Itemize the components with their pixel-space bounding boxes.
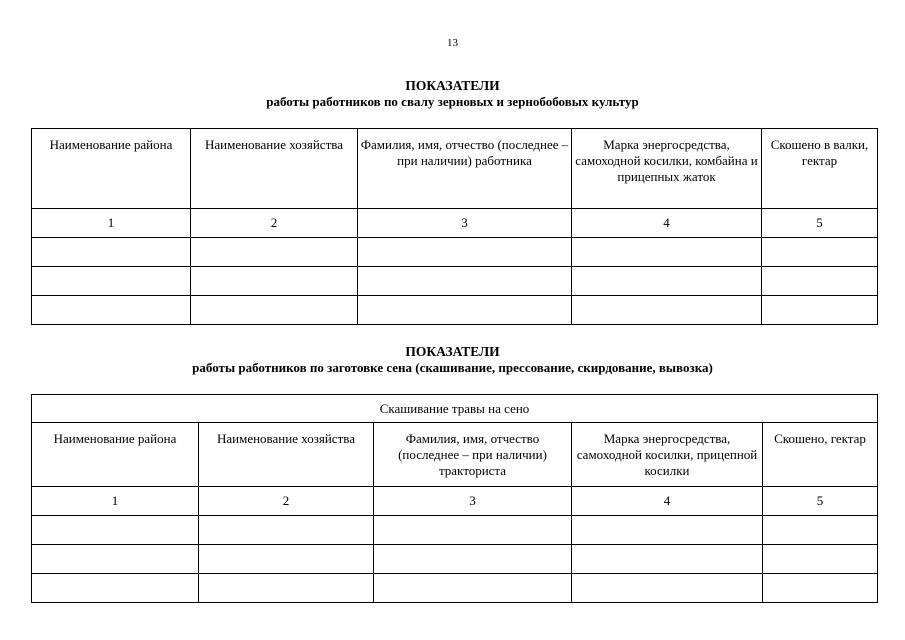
- table-cell: [762, 296, 878, 325]
- table-cell: [572, 296, 762, 325]
- table-cell: [762, 238, 878, 267]
- table-cell: [191, 238, 358, 267]
- column-number: 3: [374, 487, 572, 516]
- table-cell: [32, 516, 199, 545]
- table-cell: [32, 296, 191, 325]
- table-cell: [762, 267, 878, 296]
- column-number: 5: [762, 209, 878, 238]
- table-cell: [374, 516, 572, 545]
- table-cell: [32, 267, 191, 296]
- table-cell: [572, 267, 762, 296]
- table-cell: [191, 267, 358, 296]
- hay-table: [31, 394, 878, 603]
- section2-subtitle: работы работников по заготовке сена (скашивание, прессование, скирдование, вывозка): [192, 360, 713, 375]
- column-header-worker-name: Фамилия, имя, отчество (последнее – при наличии) работника: [358, 129, 572, 209]
- table-cell: [763, 516, 878, 545]
- table-header-row: [32, 423, 878, 487]
- column-number: 4: [572, 487, 763, 516]
- table-cell: [572, 516, 763, 545]
- table-row: [32, 267, 878, 296]
- column-header-district: Наименование района: [32, 129, 191, 209]
- table-cell: [199, 516, 374, 545]
- column-header-district: Наименование района: [32, 423, 199, 487]
- table-cell: [572, 574, 763, 603]
- column-number: 2: [199, 487, 374, 516]
- table-cell: [32, 574, 199, 603]
- table-row: [32, 238, 878, 267]
- page-number: 13: [447, 37, 458, 49]
- column-header-farm: Наименование хозяйства: [199, 423, 374, 487]
- column-header-tractor-driver-name: Фамилия, имя, отчество (последнее – при наличии) тракториста: [374, 423, 572, 487]
- column-header-machine-brand: Марка энергосредства, самоходной косилки, комбайна и прицепных жаток: [572, 129, 762, 209]
- table-cell: [358, 267, 572, 296]
- section1-title: ПОКАЗАТЕЛИ: [405, 78, 500, 93]
- column-number: 4: [572, 209, 762, 238]
- column-number: 3: [358, 209, 572, 238]
- table-cell: [358, 238, 572, 267]
- column-header-mowed-area: Скошено в валки, гектар: [762, 129, 878, 209]
- table-header-row: [32, 129, 878, 209]
- table-row: [32, 296, 878, 325]
- span-header-row: [32, 395, 878, 423]
- column-number: 1: [32, 487, 199, 516]
- table-cell: [374, 574, 572, 603]
- section1-subtitle: работы работников по свалу зерновых и зернобобовых культур: [266, 94, 639, 109]
- table-cell: [32, 545, 199, 574]
- table-cell: [763, 545, 878, 574]
- section1-heading: [0, 78, 905, 110]
- table-row: [32, 545, 878, 574]
- section2-title: ПОКАЗАТЕЛИ: [405, 344, 500, 359]
- column-header-farm: Наименование хозяйства: [191, 129, 358, 209]
- column-header-mowed-area: Скошено, гектар: [763, 423, 878, 487]
- table-cell: [199, 574, 374, 603]
- column-number-row: [32, 487, 878, 516]
- column-number: 2: [191, 209, 358, 238]
- table-cell: [32, 238, 191, 267]
- table-cell: [358, 296, 572, 325]
- column-number: 5: [763, 487, 878, 516]
- table-row: [32, 574, 878, 603]
- harvest-table: [31, 128, 878, 325]
- table-cell: [572, 545, 763, 574]
- table-cell: [199, 545, 374, 574]
- table-cell: [763, 574, 878, 603]
- column-number: 1: [32, 209, 191, 238]
- table-cell: [572, 238, 762, 267]
- table-row: [32, 516, 878, 545]
- table-cell: [191, 296, 358, 325]
- section2-heading: [0, 344, 905, 376]
- column-number-row: [32, 209, 878, 238]
- column-header-machine-brand: Марка энергосредства, самоходной косилки, прицепной косилки: [572, 423, 763, 487]
- span-header-hay-mowing: Скашивание травы на сено: [32, 395, 878, 423]
- table-cell: [374, 545, 572, 574]
